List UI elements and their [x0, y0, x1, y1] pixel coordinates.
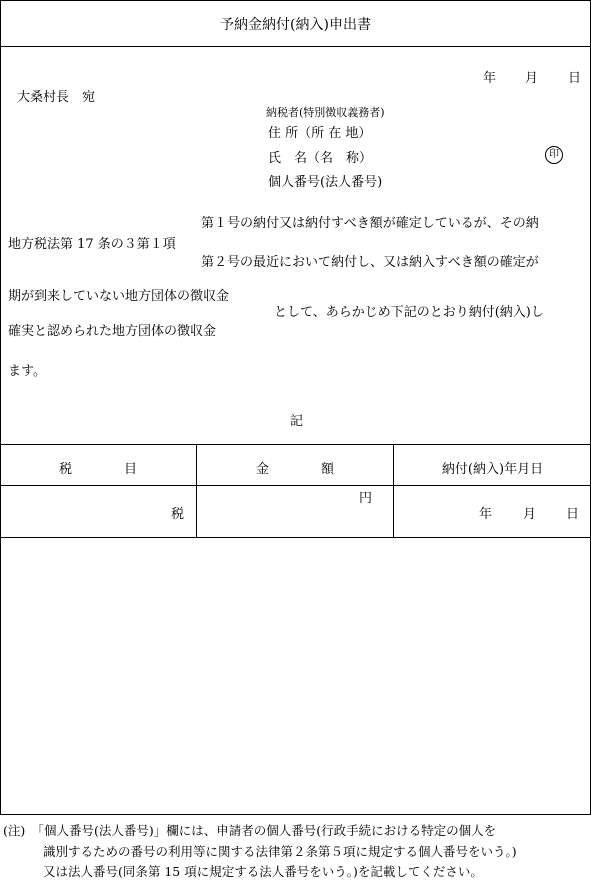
addressee: 大桑村長 宛: [17, 90, 96, 105]
table-top-border: [0, 444, 591, 445]
table-header-tax-item: 税 目: [58, 462, 137, 477]
body-line-6: ます。: [8, 364, 46, 379]
body-line-2-left: 地方税法第 17 条の３第１項: [8, 237, 176, 252]
note-line-2: 識別するための番号の利用等に関する法律第２条第５項に規定する個人番号をいう。): [43, 844, 517, 859]
taxpayer-label: 納税者(特別徴収義務者): [266, 106, 385, 119]
seal-mark: 印: [545, 146, 563, 164]
form-title: 予納金納付(納入)申出書: [220, 17, 371, 33]
table-cell-yen: 円: [359, 491, 373, 506]
address-label: 住 所（所 在 地）: [268, 126, 372, 141]
ki-heading: 記: [290, 414, 304, 429]
table-header-amount: 金 額: [255, 462, 334, 477]
header-date-day: 日: [568, 71, 582, 86]
note-line-1: (注) 「個人番号(法人番号)」欄には、申請者の個人番号(行政手続における特定の個人を: [3, 823, 497, 838]
note-line-3: 又は法人番号(同条第 15 項に規定する法人番号をいう。)を記載してください。: [43, 864, 483, 879]
table-cell-month: 月: [523, 507, 537, 522]
body-line-4-left: 期が到来していない地方団体の徴収金: [8, 289, 230, 304]
header-date-month: 月: [525, 71, 539, 86]
header-date-year: 年: [483, 71, 497, 86]
table-header-payment-date: 納付(納入)年月日: [441, 462, 544, 477]
table-bottom-border: [0, 537, 591, 538]
table-cell-year: 年: [479, 507, 493, 522]
body-line-1: 第１号の納付又は納付すべき額が確定しているが、その納: [201, 216, 539, 231]
table-cell-tax-suffix: 税: [171, 507, 185, 522]
body-line-3: 第２号の最近において納付し、又は納入すべき額の確定が: [201, 255, 539, 270]
table-cell-day: 日: [566, 507, 580, 522]
id-number-label: 個人番号(法人番号): [268, 175, 383, 190]
body-line-4-right: として、あらかじめ下記のとおり納付(納入)し: [274, 305, 544, 320]
body-line-5-left: 確実と認められた地方団体の徴収金: [8, 324, 217, 339]
table-header-divider: [0, 485, 591, 486]
name-label: 氏 名（名 称）: [268, 151, 373, 166]
title-divider: [0, 46, 591, 47]
